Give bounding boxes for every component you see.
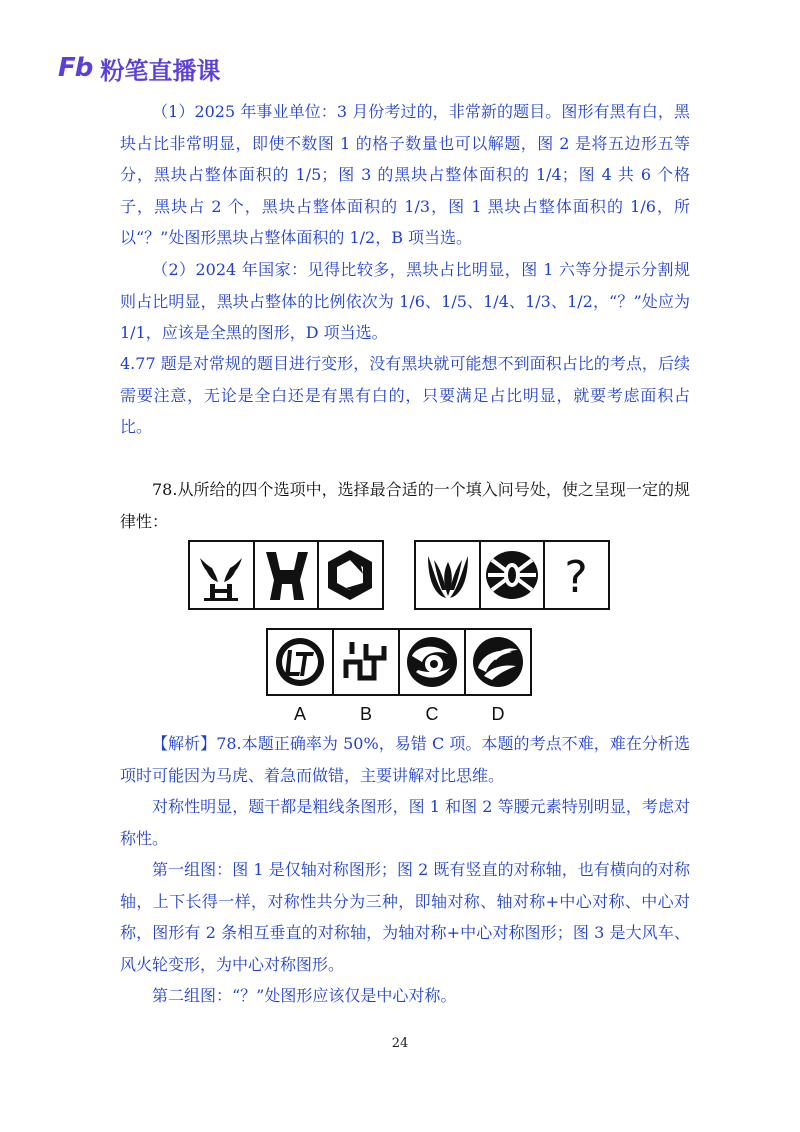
option-a-lt-icon (276, 638, 324, 686)
question-mark: ? (564, 552, 588, 603)
option-label-d: D (491, 704, 505, 724)
logo-mark: Fb (58, 53, 93, 83)
logo-text: 粉笔直播课 (100, 56, 221, 85)
analysis-paragraph-4: 第二组图：“？”处图形应该仅是中心对称。 (152, 986, 457, 1005)
figure-3-pinwheel-icon (328, 550, 372, 600)
option-label-a: A (293, 704, 307, 724)
analysis-paragraph-3: 第一组图：图 1 是仅轴对称图形；图 2 既有竖直的对称轴，也有横向的对称轴，上下长得一样，对称性共分为三种，即轴对称、轴对称+中心对称、中心对称，图形有 2 条相互垂直的对称轴，为轴对称+中心对称图形；图 3 是大风车、风火轮变形，为中心对称图形。 (120, 860, 690, 974)
page-number: 24 (391, 1036, 409, 1051)
analysis-text-1: 78.本题正确率为 50%，易错 C 项。本题的考点不难，难在分析选项时可能因为马虎、着急而做错，主要讲解对比思维。 (120, 734, 690, 785)
figure-5-spider-icon (486, 551, 538, 599)
option-label-b: B (359, 704, 373, 724)
figure-4-flame-icon (428, 556, 468, 598)
figure-1-winged-h-icon (200, 558, 242, 601)
paragraph-summary-77: 4.77 题是对常规的题目进行变形，没有黑块就可能想不到面积占比的考点，后续需要注意，无论是全白还是有黑有白的，只要满足占比明显，就要考虑面积占比。 (120, 354, 690, 436)
option-label-c: C (425, 704, 439, 724)
option-b-linked-icon (346, 642, 384, 678)
options-figure (266, 628, 534, 724)
paragraph-2025: （1）2025 年事业单位：3 月份考过的，非常新的题目。图形有黑有白，黑块占比非常明显，即使不数图 1 的格子数量也可以解题，图 2 是将五边形五等分，黑块占整体面积的 1/5；图 3 的黑块占整体面积的 1/4；图 4 共 6 个格子，黑块占 2 个，黑块占整体面积的 1/3，图 1 黑块占整体面积的 1/6，所以“？”处图形黑块占整体面积的 1/2，B 项当选。 (120, 102, 690, 247)
question-figure (188, 540, 610, 612)
option-c-swirl-icon (407, 637, 457, 687)
figure-2-stylized-h-icon (266, 552, 308, 600)
analysis-paragraph-1 (120, 728, 690, 791)
analysis-tag: 【解析】 (152, 734, 217, 753)
question-78-stem: 78.从所给的四个选项中，选择最合适的一个填入问号处，使之呈现一定的规律性： (120, 480, 690, 531)
paragraph-2024: （2）2024 年国家：见得比较多，黑块占比明显，图 1 六等分提示分割规则占比明显，黑块占整体的比例依次为 1/6、1/5、1/4、1/3、1/2，“？”处应为 1/1，应该是全黑的图形，D 项当选。 (120, 260, 690, 342)
analysis-paragraph-2: 对称性明显，题干都是粗线条图形，图 1 和图 2 等腰元素特别明显，考虑对称性。 (120, 797, 690, 848)
option-d-wave-icon (473, 637, 523, 687)
brand-logo (58, 50, 220, 86)
